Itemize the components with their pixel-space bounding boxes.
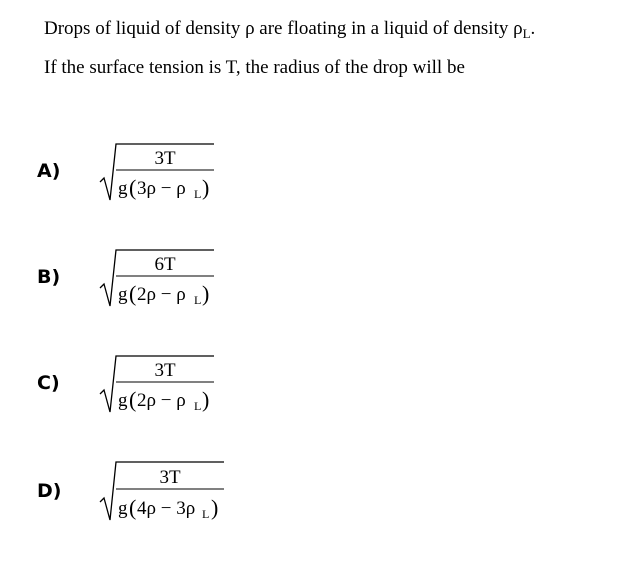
option-d-g: g [118, 498, 128, 519]
question-line-2: If the surface tension is T, the radius of the drop will be [44, 57, 465, 78]
option-b-label[interactable]: B) [37, 266, 61, 288]
option-c-label[interactable]: C) [37, 372, 60, 394]
question-text [44, 12, 614, 85]
option-d-inner-sub: L [202, 507, 210, 521]
option-c-inner-sub: L [194, 399, 202, 413]
svg-text:(: ( [129, 387, 137, 412]
option-b-formula[interactable] [98, 246, 238, 326]
svg-text:(: ( [129, 175, 137, 200]
option-a-label[interactable]: A) [37, 160, 61, 182]
svg-text:(: ( [129, 281, 137, 306]
option-d-numerator: 3T [159, 467, 181, 488]
question-line-1: Drops of liquid of density ρ are floating in a liquid of density $\rho_L$. [44, 18, 536, 41]
option-a-formula[interactable] [98, 140, 238, 220]
option-a-numerator: 3T [154, 148, 176, 169]
option-c-numerator: 3T [154, 360, 176, 381]
option-d-formula[interactable] [98, 458, 238, 538]
option-b-inner: 2ρ − ρ [137, 284, 186, 305]
option-b-numerator: 6T [154, 254, 176, 275]
svg-text:): ) [202, 387, 210, 412]
option-d-inner: 4ρ − 3ρ [137, 498, 196, 519]
option-c-formula[interactable] [98, 352, 238, 432]
option-a-inner-sub: L [194, 187, 202, 201]
option-d-label[interactable]: D) [37, 480, 62, 502]
svg-text:): ) [202, 281, 210, 306]
option-a-inner: 3ρ − ρ [137, 178, 186, 199]
option-b-inner-sub: L [194, 293, 202, 307]
option-c-g: g [118, 390, 128, 411]
option-c-inner: 2ρ − ρ [137, 390, 186, 411]
svg-text:(: ( [129, 495, 137, 520]
option-a-g: g [118, 178, 128, 199]
svg-text:): ) [202, 175, 210, 200]
option-b-g: g [118, 284, 128, 305]
svg-text:): ) [211, 495, 219, 520]
